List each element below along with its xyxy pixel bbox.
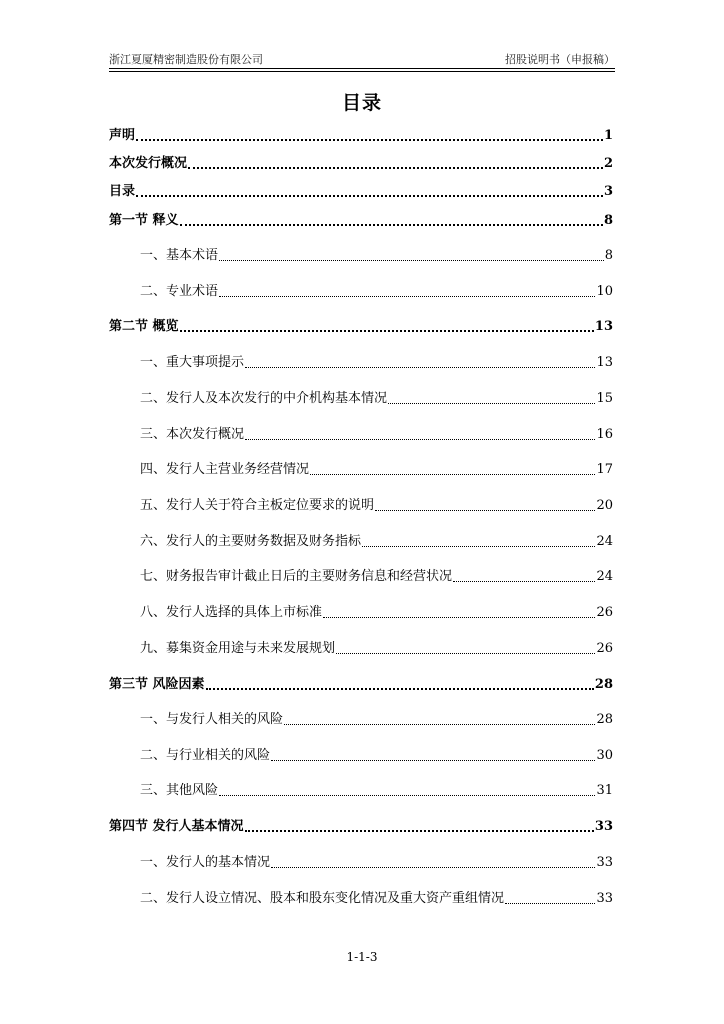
toc-dot-leader — [505, 903, 595, 904]
toc-entry-page: 24 — [596, 569, 613, 584]
toc-entry[interactable] — [140, 354, 613, 372]
toc-dot-leader — [271, 867, 595, 868]
toc-entry-label: 一、重大事项提示 — [140, 355, 245, 370]
toc-entry-page: 28 — [596, 712, 613, 727]
toc-dot-leader — [136, 139, 603, 141]
toc-entry-label: 声明 — [109, 128, 136, 143]
toc-dot-leader — [188, 167, 603, 169]
toc-entry-label: 本次发行概况 — [109, 156, 188, 171]
toc-entry-label: 二、与行业相关的风险 — [140, 748, 271, 763]
toc-entry[interactable] — [140, 604, 613, 622]
header-rule-thin — [109, 71, 615, 72]
toc-dot-leader — [180, 224, 603, 226]
toc-entry[interactable] — [140, 247, 613, 265]
toc-dot-leader — [245, 830, 594, 832]
toc-entry[interactable] — [140, 747, 613, 765]
page-title: 目录 — [341, 92, 382, 114]
toc-entry-page: 31 — [596, 783, 613, 798]
toc-entry-label: 二、专业术语 — [140, 284, 219, 299]
toc-entry[interactable] — [140, 640, 613, 658]
toc-entry-label: 七、财务报告审计截止日后的主要财务信息和经营状况 — [140, 569, 453, 584]
toc-dot-leader — [375, 510, 595, 511]
toc-entry-page: 1 — [603, 128, 613, 143]
toc-entry-label: 二、发行人及本次发行的中介机构基本情况 — [140, 391, 388, 406]
toc-entry-label: 一、发行人的基本情况 — [140, 855, 271, 870]
toc-entry-page: 26 — [596, 605, 613, 620]
toc-entry-label: 二、发行人设立情况、股本和股东变化情况及重大资产重组情况 — [140, 891, 505, 906]
toc-entry-page: 33 — [596, 891, 613, 906]
toc-entry-label: 四、发行人主营业务经营情况 — [140, 462, 310, 477]
toc-entry-label: 第二节 概览 — [109, 319, 179, 334]
toc-entry-page: 2 — [603, 156, 613, 171]
toc-dot-leader — [136, 195, 603, 197]
page-number: 1-1-3 — [346, 950, 378, 964]
toc-entry-page: 20 — [596, 498, 613, 513]
toc-entry[interactable] — [140, 426, 613, 444]
toc-dot-leader — [206, 688, 594, 690]
toc-dot-leader — [284, 724, 595, 725]
toc-entry-page: 30 — [596, 748, 613, 763]
toc-entry-page: 24 — [596, 534, 613, 549]
header-doc-type: 招股说明书（申报稿） — [505, 53, 615, 66]
toc-entry[interactable] — [109, 318, 613, 336]
header-rule-thick — [109, 68, 615, 69]
toc-entry-page: 8 — [603, 213, 613, 228]
toc-dot-leader — [219, 260, 604, 261]
toc-entry-page: 13 — [594, 319, 613, 334]
toc-entry[interactable] — [140, 390, 613, 408]
toc-entry-page: 26 — [596, 641, 613, 656]
toc-dot-leader — [271, 760, 595, 761]
toc-entry[interactable] — [140, 854, 613, 872]
toc-entry[interactable] — [109, 183, 613, 201]
toc-dot-leader — [323, 617, 595, 618]
header-company: 浙江夏厦精密制造股份有限公司 — [109, 53, 263, 66]
toc-entry-label: 五、发行人关于符合主板定位要求的说明 — [140, 498, 375, 513]
toc-dot-leader — [453, 581, 595, 582]
toc-entry-label: 九、募集资金用途与未来发展规划 — [140, 641, 336, 656]
toc-dot-leader — [336, 653, 595, 654]
toc-dot-leader — [245, 367, 595, 368]
toc-entry[interactable] — [140, 461, 613, 479]
toc-entry-page: 10 — [596, 284, 613, 299]
toc-entry-label: 一、基本术语 — [140, 248, 219, 263]
toc-entry-page: 28 — [594, 677, 613, 692]
toc-entry-label: 目录 — [109, 184, 136, 199]
toc-entry[interactable] — [140, 890, 613, 908]
toc-dot-leader — [219, 795, 595, 796]
toc-entry-page: 13 — [596, 355, 613, 370]
toc-dot-leader — [310, 474, 595, 475]
toc-entry-page: 3 — [603, 184, 613, 199]
toc-entry[interactable] — [109, 155, 613, 173]
toc-entry-page: 33 — [594, 819, 613, 834]
toc-entry[interactable] — [140, 711, 613, 729]
toc-entry-label: 第一节 释义 — [109, 213, 179, 228]
toc-entry[interactable] — [140, 782, 613, 800]
toc-entry-label: 八、发行人选择的具体上市标准 — [140, 605, 323, 620]
toc-entry-label: 三、其他风险 — [140, 783, 219, 798]
toc-entry[interactable] — [140, 497, 613, 515]
toc-entry-page: 15 — [596, 391, 613, 406]
toc-dot-leader — [219, 296, 595, 297]
toc-entry-page: 33 — [596, 855, 613, 870]
toc-dot-leader — [245, 439, 595, 440]
toc-entry-label: 一、与发行人相关的风险 — [140, 712, 284, 727]
toc-entry-label: 第四节 发行人基本情况 — [109, 819, 244, 834]
toc-dot-leader — [362, 546, 595, 547]
toc-entry[interactable] — [109, 127, 613, 145]
toc-dot-leader — [388, 403, 595, 404]
toc-entry[interactable] — [140, 533, 613, 551]
toc-entry-page: 16 — [596, 427, 613, 442]
toc-entry-page: 8 — [604, 248, 613, 263]
toc-entry-label: 三、本次发行概况 — [140, 427, 245, 442]
toc-entry-label: 六、发行人的主要财务数据及财务指标 — [140, 534, 362, 549]
toc-dot-leader — [180, 330, 594, 332]
toc-entry-label: 第三节 风险因素 — [109, 677, 205, 692]
toc-entry-page: 17 — [596, 462, 613, 477]
toc-entry[interactable] — [109, 818, 613, 836]
toc-entry[interactable] — [109, 212, 613, 230]
toc-entry[interactable] — [140, 568, 613, 586]
toc-entry[interactable] — [109, 676, 613, 694]
toc-entry[interactable] — [140, 283, 613, 301]
